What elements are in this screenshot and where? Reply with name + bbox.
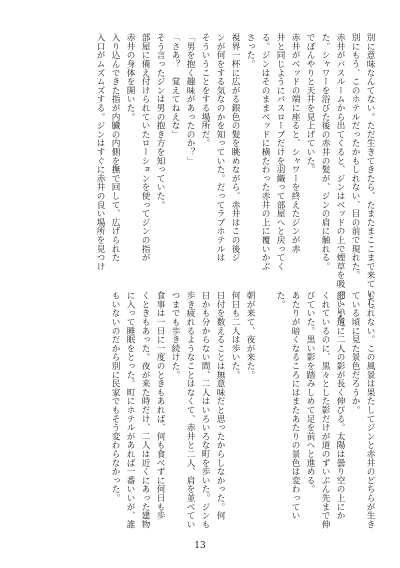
text-line: 入口がムズムズする。ジンはすぐに赤井の良い場所を見つけ: [95, 33, 105, 271]
text-line: 何日も二人は歩いた。: [230, 291, 240, 379]
text-line: 朝が来て、夜が来た。: [245, 291, 255, 379]
text-line: 入り込んできた指が内臓の内側を撫で回して、広げられた: [110, 33, 120, 262]
text-line: さった。: [245, 33, 255, 69]
text-line: 歩き疲れるようなことはなくて、赤井と二人、肩を並べてい: [185, 291, 195, 529]
text-line: 別にもう、このホテルだったかもしれない、目の前で現れた。: [350, 33, 360, 280]
text-line: もしれない。この風景は果たしてジンと赤井のどちらが生き: [365, 291, 375, 529]
text-line: 赤井がベッドの端に座ると、シャワーを終えたジンが赤: [290, 33, 300, 253]
text-line: あたりが暗くなるころにはまたあたりの景色は変わってい: [290, 291, 300, 520]
page-number: 13: [194, 541, 206, 551]
text-line: ている頃に見た景色だろうか。: [350, 291, 360, 415]
text-line: 部屋に備え付けられていたローションを使ってジンの指が: [140, 33, 150, 262]
text-line: くれているのに、黒々とした影だけが道のずいぶん先まで伸: [320, 291, 330, 529]
text-line: 赤井がバスルームから出てくると、ジンはベッドの上で煙草を吸っていた。: [335, 33, 345, 333]
text-line: 日付を数えることは無意味だと思ったからしなかった。何: [215, 291, 225, 520]
text-line: 赤井の身体を開いた。: [125, 33, 135, 121]
text-line: 井と同じようにバスローブだけを羽織って部屋へと戻ってく: [275, 33, 285, 271]
text-line: もいないのだから別に民家でもそう変わらなかった。: [110, 291, 120, 503]
text-line: る。ジンはそのままベッドに横たわった赤井の上に覆いかぶ: [260, 33, 270, 271]
text-line: 「さあ？ 覚えてねえな」: [170, 33, 180, 139]
text-line: 細い小道に二人の影が長く伸びる。太陽は曇り空の上にか: [335, 291, 345, 520]
text-line: でぼんやりと天井を見上げていた。: [305, 33, 315, 174]
text-line: くときもあった。夜が来た時だけ、二人は近くにあった建物: [140, 291, 150, 529]
text-line: びていた。黒い影を踏みしめて足を前へと進める。: [305, 291, 315, 494]
text-line: た。シャワーを浴びた後の赤井の髪が、ジンの肩に触れる。: [320, 33, 330, 271]
text-line: つまでも歩き続けた。: [170, 291, 180, 379]
text-line: 別に意味なんてない。ただ生きてきたら、たまたまここまで来ていた。: [365, 33, 375, 315]
text-line: そういうことをする場所だ。: [200, 33, 210, 148]
text-line: 「男を抱く趣味があったのか？」: [185, 33, 195, 165]
text-line: ンが何をする気なのかを知っていた。だってラブホテルは: [215, 33, 225, 262]
text-line: そう言ったジンは男の抱き方を知っていた。: [155, 33, 165, 209]
text-line: 食事は一日に一度のときもあれば、何も食べずに何日も歩: [155, 291, 165, 520]
text-line: に入って睡眠をとった。町にホテルがあれば一番いいが、誰: [125, 291, 135, 529]
text-line: た。: [275, 291, 285, 309]
text-line: 日かも分からない間、二人はいろいろな町を歩いた。ジンも: [200, 291, 210, 529]
text-line: 視界一杯に広がる銀色の髪を眺めながら、赤井はこの後ジ: [230, 33, 240, 262]
